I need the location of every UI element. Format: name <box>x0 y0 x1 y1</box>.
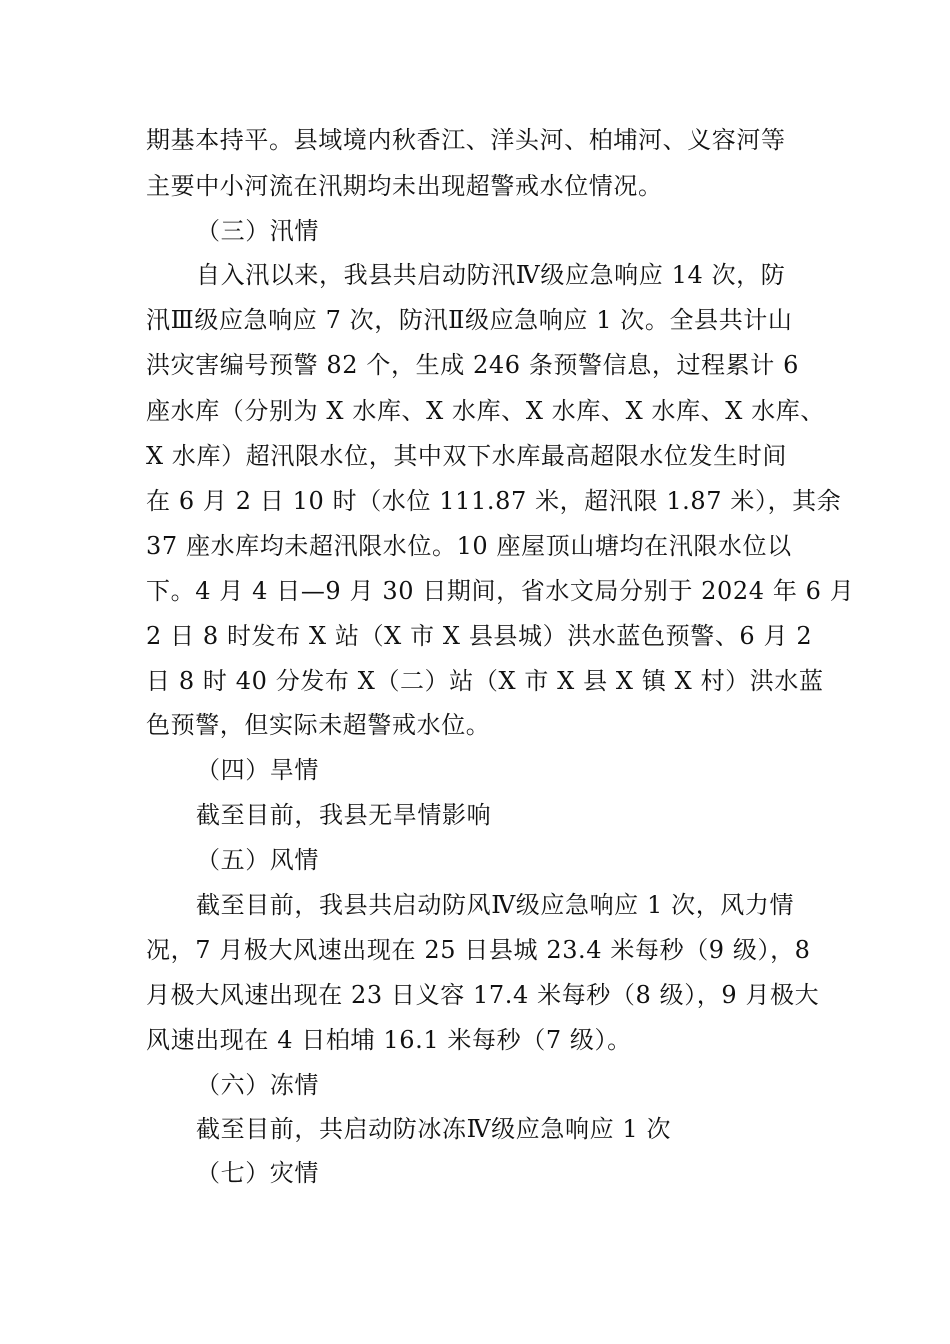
section-heading-disaster: （七）灾情 <box>196 1159 319 1187</box>
paragraph-line: 汛Ⅲ级应急响应 7 次，防汛Ⅱ级应急响应 1 次。全县共计山 <box>146 306 793 334</box>
paragraph-line: 自入汛以来，我县共启动防汛Ⅳ级应急响应 14 次，防 <box>196 261 786 289</box>
section-heading-wind: （五）风情 <box>196 846 319 874</box>
paragraph-line: 洪灾害编号预警 82 个，生成 246 条预警信息，过程累计 6 <box>146 351 799 379</box>
paragraph-line: X 水库）超汛限水位，其中双下水库最高超限水位发生时间 <box>146 442 787 470</box>
paragraph-line: 37 座水库均未超汛限水位。10 座屋顶山塘均在汛限水位以 <box>146 532 792 560</box>
paragraph-line: 在 6 月 2 日 10 时（水位 111.87 米，超汛限 1.87 米），其余 <box>146 487 842 515</box>
paragraph-line: 主要中小河流在汛期均未出现超警戒水位情况。 <box>146 172 663 200</box>
paragraph-line: 下。4 月 4 日—9 月 30 日期间，省水文局分别于 2024 年 6 月 <box>146 577 855 605</box>
paragraph-line: 座水库（分别为 X 水库、X 水库、X 水库、X 水库、X 水库、 <box>146 397 826 425</box>
section-heading-flood: （三）汛情 <box>196 217 319 245</box>
paragraph-line: 风速出现在 4 日柏埔 16.1 米每秒（7 级）。 <box>146 1026 632 1054</box>
paragraph-line: 月极大风速出现在 23 日义容 17.4 米每秒（8 级），9 月极大 <box>146 981 820 1009</box>
paragraph-line: 截至目前，我县无旱情影响 <box>196 801 492 829</box>
paragraph-line: 截至目前，共启动防冰冻Ⅳ级应急响应 1 次 <box>196 1115 672 1143</box>
paragraph-line: 日 8 时 40 分发布 X（二）站（X 市 X 县 X 镇 X 村）洪水蓝 <box>146 667 824 695</box>
paragraph-line: 况，7 月极大风速出现在 25 日县城 23.4 米每秒（9 级），8 <box>146 936 811 964</box>
section-heading-drought: （四）旱情 <box>196 756 319 784</box>
paragraph-line: 2 日 8 时发布 X 站（X 市 X 县县城）洪水蓝色预警、6 月 2 <box>146 622 813 650</box>
paragraph-line: 色预警，但实际未超警戒水位。 <box>146 711 491 739</box>
paragraph-line: 期基本持平。县域境内秋香江、洋头河、柏埔河、义容河等 <box>146 126 786 154</box>
section-heading-freeze: （六）冻情 <box>196 1071 319 1099</box>
paragraph-line: 截至目前，我县共启动防风Ⅳ级应急响应 1 次，风力情 <box>196 891 795 919</box>
